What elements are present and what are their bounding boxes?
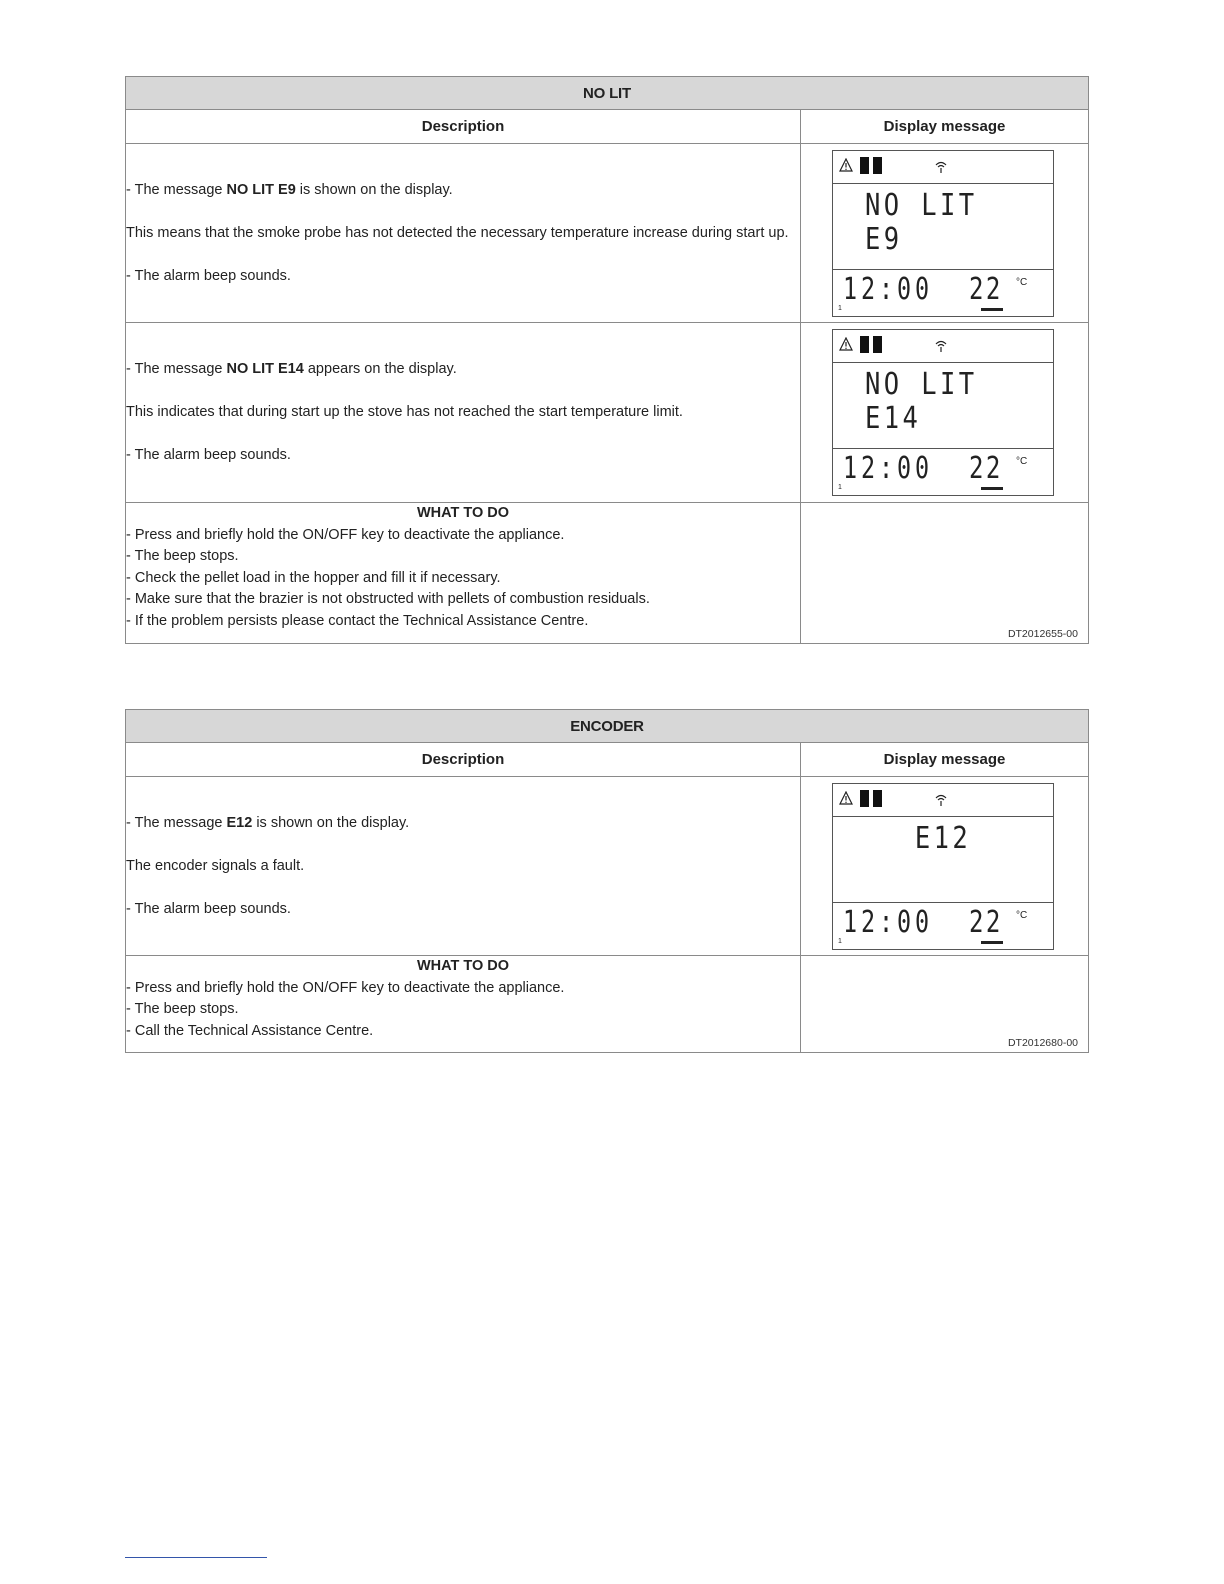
table-row [126,323,1089,503]
description-header: Description [126,110,801,144]
row-description [126,323,801,503]
message-line: - The message NO LIT E14 appears on the display. [126,361,457,377]
alarm-text: - The alarm beep sounds. [126,447,291,463]
row-description [126,144,801,323]
document-reference: DT2012680-00 [1007,1037,1079,1049]
lcd-indicator: 1 [838,304,842,312]
lcd-indicator: 1 [838,484,842,491]
lcd-display [832,329,1054,496]
lcd-display [832,783,1054,950]
alarm-text: - The alarm beep sounds. [126,900,291,917]
wifi-icon [934,339,948,353]
lcd-clock: 12:00 [843,271,933,307]
alarm-text: - The alarm beep sounds. [126,267,291,284]
what-to-do-item: - If the problem persists please contact the Technical Assistance Centre. [126,612,589,629]
what-to-do-item: - The beep stops. [126,1001,239,1018]
display-message-header: Display message [801,743,1089,777]
what-to-do-row [126,956,1089,1053]
lcd-display [832,150,1054,317]
description-header: Description [126,743,801,777]
lcd-dash-icon [981,941,1003,944]
lcd-clock: 12:00 [843,904,933,940]
no-lit-table [125,76,1089,644]
warning-icon [839,791,853,805]
what-to-do-title: WHAT TO DO [416,505,510,521]
lcd-line-1: NO LIT [865,187,978,223]
power-bars-icon [860,157,886,179]
message-line: - The message E12 is shown on the display. [126,814,410,831]
reference-cell [801,956,1089,1053]
lcd-dash-icon [981,308,1003,311]
what-to-do-title: WHAT TO DO [416,958,510,974]
error-code: NO LIT E9 [226,181,296,198]
lcd-indicator: 1 [838,937,842,945]
what-to-do-item: - Make sure that the brazier is not obstructed with pellets of combustion residuals. [126,591,650,608]
lcd-line-1: E12 [914,820,972,856]
what-to-do-item: - The beep stops. [126,548,239,565]
lcd-temperature: 22 [969,271,1003,307]
lcd-temperature: 22 [969,451,1003,486]
temperature-unit: °C [1016,456,1028,467]
wifi-icon [934,793,948,807]
error-code: NO LIT E14 [226,361,304,377]
lcd-dash-icon [981,487,1003,490]
message-line: - The message NO LIT E9 is shown on the display. [126,181,453,198]
display-cell [801,323,1089,503]
what-to-do-item: - Call the Technical Assistance Centre. [126,1022,374,1039]
lcd-line-2: E9 [865,221,903,257]
warning-icon [839,337,853,351]
lcd-temperature: 22 [969,904,1003,940]
what-to-do [126,503,801,644]
explanation-text: This means that the smoke probe has not detected the necessary temperature increase during start up. [126,224,789,241]
power-bars-icon [860,790,886,812]
display-message-header: Display message [801,110,1089,144]
table-row [126,777,1089,956]
row-description [126,777,801,956]
table-title: NO LIT [126,77,1089,110]
document-reference: DT2012655-00 [1007,628,1078,640]
reference-cell [801,503,1089,644]
power-bars-icon [860,336,886,358]
lcd-line-2: E14 [865,401,922,436]
table-row [126,144,1089,323]
wifi-icon [934,160,948,174]
explanation-text: This indicates that during start up the stove has not reached the start temperature limit. [126,404,683,420]
what-to-do-row [126,503,1089,644]
warning-icon [839,158,853,172]
table-title: ENCODER [126,710,1089,743]
explanation-text: The encoder signals a fault. [126,857,305,874]
what-to-do [126,956,801,1053]
display-cell [801,144,1089,323]
what-to-do-item: - Press and briefly hold the ON/OFF key to deactivate the appliance. [126,526,565,543]
error-code: E12 [226,814,253,831]
lcd-line-1: NO LIT [865,367,978,402]
temperature-unit: °C [1016,909,1028,921]
display-cell [801,777,1089,956]
encoder-table [125,709,1089,1053]
lcd-clock: 12:00 [843,451,933,486]
what-to-do-item: - Check the pellet load in the hopper and fill it if necessary. [126,569,501,586]
footnote-separator [125,1557,267,1558]
what-to-do-item: - Press and briefly hold the ON/OFF key to deactivate the appliance. [126,979,565,996]
temperature-unit: °C [1016,276,1028,288]
